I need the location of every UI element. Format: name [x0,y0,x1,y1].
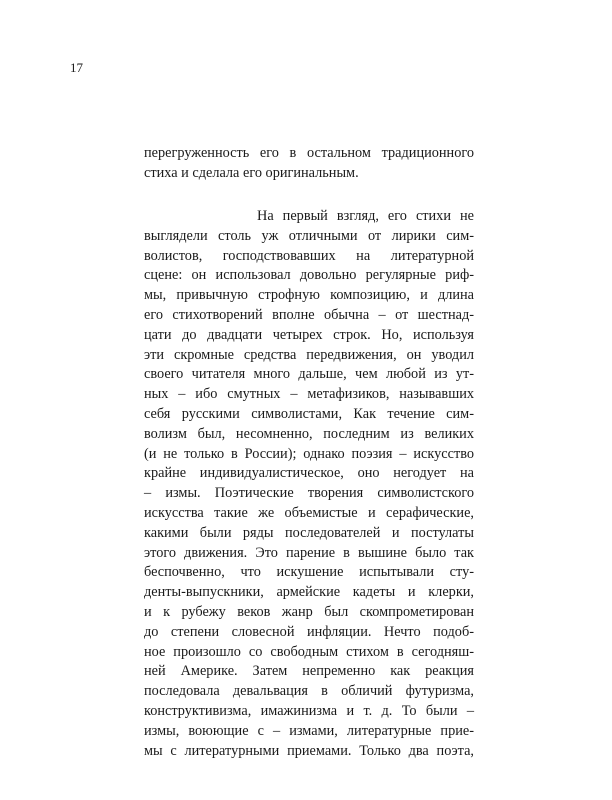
text-line: выглядели столь уж отличными от лирики сим- [144,227,474,244]
text-line: беспочвенно, что искушение испытывали сту- [144,564,474,581]
text-line: волизм был, несомненно, последним из великих [144,425,474,442]
text-line: эти скромные средства передвижения, он уводил [144,346,474,363]
paragraph-2 [144,207,474,761]
text-line: – измы. Поэтические творения символистского [144,485,474,502]
text-line: конструктивизма, имажинизма и т. д. То были – [144,702,474,719]
text-line: этого движения. Это парение в вышине было так [144,544,474,561]
text-line: перегруженность его в остальном традиционного [144,145,474,161]
text-line: стиха и сделала его оригинальным. [144,164,359,181]
text-line: какими были ряды последователей и постулаты [144,524,474,541]
text-line: крайне индивидуалистическое, оно негодует на [144,465,474,482]
text-line: последовала девальвация в обличий футуризма, [144,683,474,700]
text-line: ней Америке. Затем непременно как реакция [144,663,474,680]
paragraph-1 [144,144,474,184]
text-line: На первый взгляд, его стихи не [257,208,474,224]
page-number: 17 [70,60,83,75]
text-line: и к рубежу веков жанр был скомпрометирован [144,603,474,620]
text-line: своего читателя много дальше, чем любой из ут- [144,366,474,383]
text-line: мы, привычную строфную композицию, и длина [144,287,474,304]
text-line: (и не только в России); однако поэзия – искусство [144,445,474,462]
text-line: цати до двадцати четырех строк. Но, используя [144,326,474,343]
text-line: денты-выпускники, армейские кадеты и клерки, [144,584,474,601]
text-line: измы, воюющие с – измами, литературные прие- [144,722,474,739]
text-line: ных – ибо смутных – метафизиков, называвших [144,386,474,403]
text-line: волистов, господствовавших на литературной [144,247,474,264]
text-line: сцене: он использовал довольно регулярные риф- [144,267,474,284]
text-line: себя русскими символистами, Как течение сим- [144,405,474,422]
text-line: до степени словесной инфляции. Нечто подоб- [144,623,474,640]
text-line: ное произошло со свободным стихом в сегодняш- [144,643,474,660]
text-line: искусства такие же объемистые и серафические, [144,504,474,521]
text-line: мы с литературными приемами. Только два поэта, [144,742,474,759]
text-line: его стихотворений вполне обычна – от шестнад- [144,306,474,323]
